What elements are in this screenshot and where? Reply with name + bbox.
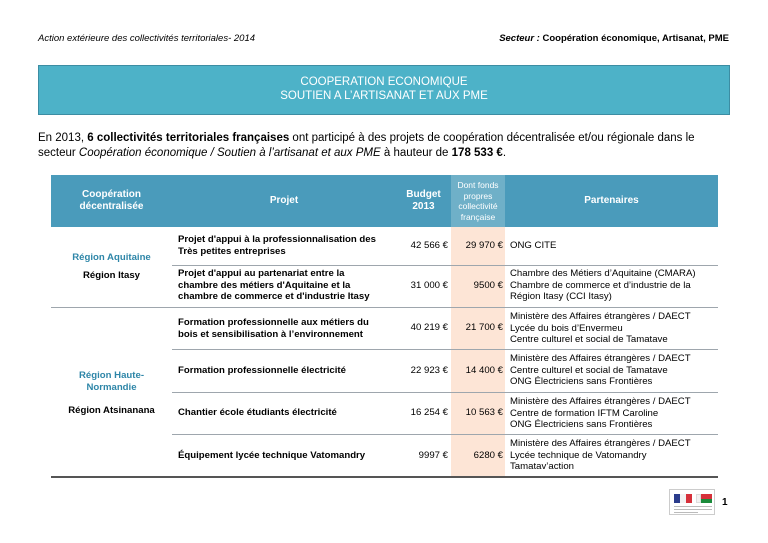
intro-text: ont participé à des projets de coopération décentralisée et/ou régionale dans le secteur	[38, 132, 695, 159]
sector-value: Coopération économique, Artisanat, PME	[542, 33, 729, 44]
title-line-2: SOUTIEN A L’ARTISANAT ET AUX PME	[280, 90, 488, 102]
table-row-2-projet	[178, 268, 393, 303]
partner-line: Centre culturel et social de Tamatave	[510, 364, 668, 376]
row-separator	[172, 392, 718, 393]
table-row-3-budget: 40 219 €	[410, 322, 448, 333]
table-row-1-partenaires: ONG CITE	[510, 240, 557, 251]
header-budget	[396, 189, 451, 213]
table-bottom-border	[51, 476, 718, 478]
projet-line: bois et sensibilisation à l’environnement	[178, 328, 363, 340]
group-separator	[51, 307, 718, 308]
region-french-aquitaine: Région Aquitaine	[72, 252, 151, 263]
sector-label: Secteur :	[499, 33, 540, 44]
intro-text: En 2013,	[38, 132, 88, 144]
table-row-4-budget: 22 923 €	[410, 365, 448, 376]
header-fonds-propres	[451, 180, 505, 222]
intro-bold-amount: 178 533 €	[451, 146, 503, 159]
france-madagascar-flags-logo-icon	[669, 489, 715, 515]
title-line-1: COOPERATION ECONOMIQUE	[300, 76, 468, 88]
region-partner-itasy: Région Itasy	[82, 270, 141, 281]
partner-line: Centre culturel et social de Tamatave	[510, 334, 668, 345]
table-row-3-projet	[178, 317, 393, 340]
intro-bold-collectivites: 6 collectivités territoriales françaises	[87, 132, 290, 144]
partner-line: Chambre des Métiers d’Aquitaine (CMARA)	[510, 268, 696, 279]
intro-text: .	[502, 146, 507, 159]
document-header-sector	[499, 33, 729, 44]
projet-line: chambre de commerce et d'industrie Itasy	[178, 291, 370, 302]
table-row-5-partenaires	[510, 396, 718, 431]
partner-line: Tamatav’action	[510, 461, 574, 472]
region-french-line1: Région Haute-	[78, 370, 145, 381]
table-row-2-fonds: 9500 €	[473, 280, 503, 291]
table-row-2-budget: 31 000 €	[410, 280, 448, 291]
table-row-4-projet: Formation professionnelle électricité	[178, 365, 346, 376]
partner-line: Ministère des Affaires étrangères / DAECT	[510, 396, 691, 407]
header-partenaires: Partenaires	[584, 195, 639, 206]
table-row-1-budget: 42 566 €	[410, 240, 448, 251]
table-row-6-budget: 9997 €	[418, 450, 448, 461]
header-df-line1: Dont fonds	[457, 180, 499, 190]
intro-italic-sector: Coopération économique / Soutien à l’artisanat et aux PME	[78, 146, 381, 159]
header-projet: Projet	[269, 195, 299, 206]
partner-line: Ministère des Affaires étrangères / DAECT	[510, 353, 691, 364]
table-row-6-fonds: 6280 €	[473, 450, 503, 461]
table-row-5-fonds: 10 563 €	[465, 407, 503, 418]
table-row-3-partenaires	[510, 311, 718, 346]
header-cooperation-line1: Coopération	[82, 189, 141, 200]
header-df-line2: propres	[463, 190, 493, 201]
projet-line: chambre des métiers d'Aquitaine et la	[178, 279, 351, 291]
projet-line: Projet d'appui à la professionnalisation des	[178, 234, 376, 245]
region-partner-atsinanana: Région Atsinanana	[68, 405, 155, 416]
table-row-6-partenaires	[510, 438, 718, 473]
partner-line: Ministère des Affaires étrangères / DAECT	[510, 311, 691, 322]
partner-line: Lycée technique de Vatomandry	[510, 449, 647, 461]
partner-line: Ministère des Affaires étrangères / DAECT	[510, 438, 691, 449]
table-row-4-fonds: 14 400 €	[465, 365, 503, 376]
header-df-line4: française	[460, 211, 496, 222]
table-row-1-projet	[178, 234, 393, 257]
partner-line: ONG Électriciens sans Frontières	[510, 376, 653, 387]
partner-line: Lycée du bois d’Envermeu	[510, 322, 623, 334]
row-separator	[172, 434, 718, 435]
header-cooperation-line2: décentralisée	[79, 201, 144, 212]
document-header-left: Action extérieure des collectivités territoriales- 2014	[38, 33, 256, 44]
partner-line: ONG Électriciens sans Frontières	[510, 419, 653, 430]
projet-line: Très petites entreprises	[178, 245, 286, 257]
table-row-5-budget: 16 254 €	[410, 407, 448, 418]
table-row-1-fonds: 29 970 €	[465, 240, 503, 251]
row-separator	[172, 265, 718, 266]
table-row-2-partenaires	[510, 268, 718, 303]
table-row-6-projet: Équipement lycée technique Vatomandry	[178, 450, 366, 461]
header-cooperation	[51, 189, 172, 213]
header-budget-line2: 2013	[412, 201, 435, 212]
region-french-line2: Normandie	[86, 381, 137, 393]
projet-line: Projet d'appui au partenariat entre la	[178, 268, 345, 279]
table-header	[51, 175, 718, 227]
partner-line: Centre de formation IFTM Caroline	[510, 407, 659, 419]
partner-line: Région Itasy (CCI Itasy)	[510, 291, 612, 302]
page-number: 1	[722, 497, 728, 508]
projet-line: Formation professionnelle aux métiers du	[178, 317, 369, 328]
partner-line: Chambre de commerce et d’industrie de la	[510, 279, 691, 291]
row-separator	[172, 349, 718, 350]
region-french-haute-normandie	[51, 370, 172, 393]
intro-paragraph	[38, 131, 732, 160]
intro-text: à hauteur de	[380, 146, 452, 159]
table-row-4-partenaires	[510, 353, 718, 388]
title-banner	[38, 65, 730, 115]
table-row-5-projet: Chantier école étudiants électricité	[178, 407, 337, 418]
header-budget-line1: Budget	[406, 189, 441, 200]
table-row-3-fonds: 21 700 €	[465, 322, 503, 333]
header-df-line3: collectivité	[458, 201, 498, 211]
